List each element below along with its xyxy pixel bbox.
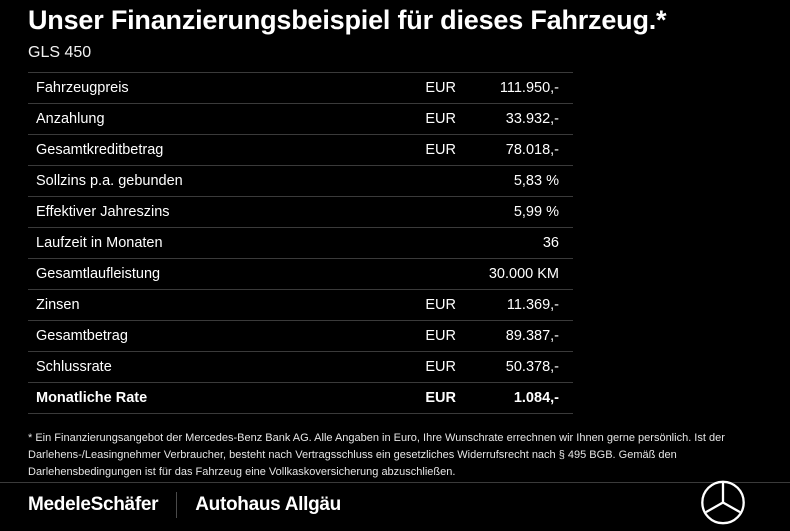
row-value: 30.000 KM bbox=[488, 265, 559, 282]
page-title: Unser Finanzierungsbeispiel für dieses Fahrzeug.* bbox=[28, 5, 667, 35]
row-currency bbox=[396, 196, 464, 227]
row-value: 89.387,- bbox=[505, 327, 559, 344]
table-row bbox=[28, 72, 573, 103]
table-row bbox=[28, 351, 573, 382]
row-currency bbox=[396, 165, 464, 196]
table-row bbox=[28, 227, 573, 258]
vehicle-model: GLS 450 bbox=[28, 43, 92, 61]
row-currency: EUR bbox=[425, 389, 456, 406]
row-label: Gesamtlaufleistung bbox=[36, 265, 161, 282]
row-currency: EUR bbox=[425, 327, 456, 344]
row-value: 11.369,- bbox=[506, 296, 559, 313]
dealer-brand-secondary: Autohaus Allgäu bbox=[195, 494, 341, 515]
finance-table-body bbox=[28, 72, 573, 413]
row-currency bbox=[396, 227, 464, 258]
row-label: Gesamtkreditbetrag bbox=[36, 141, 164, 158]
row-label: Fahrzeugpreis bbox=[36, 79, 129, 96]
row-value: 5,83 % bbox=[513, 172, 559, 189]
row-currency: EUR bbox=[425, 110, 456, 127]
table-row bbox=[28, 289, 573, 320]
row-value: 111.950,- bbox=[499, 79, 559, 96]
dealer-brand-primary: MedeleSchäfer bbox=[28, 494, 159, 515]
row-label: Anzahlung bbox=[36, 110, 105, 127]
footer-bar bbox=[0, 482, 790, 527]
table-row-monthly-rate bbox=[28, 382, 573, 413]
row-label: Schlussrate bbox=[36, 358, 112, 375]
table-row bbox=[28, 165, 573, 196]
row-value: 50.378,- bbox=[505, 358, 559, 375]
table-row bbox=[28, 258, 573, 289]
row-currency: EUR bbox=[425, 296, 456, 313]
table-row bbox=[28, 134, 573, 165]
finance-table bbox=[28, 72, 573, 414]
row-currency: EUR bbox=[425, 79, 456, 96]
table-row bbox=[28, 103, 573, 134]
row-value: 36 bbox=[542, 234, 559, 251]
table-row bbox=[28, 320, 573, 351]
mercedes-benz-star-icon bbox=[700, 480, 746, 531]
row-currency: EUR bbox=[425, 358, 456, 375]
footer-divider bbox=[176, 492, 177, 518]
row-label: Zinsen bbox=[36, 296, 80, 313]
row-value: 33.932,- bbox=[505, 110, 559, 127]
row-value: 1.084,- bbox=[513, 389, 559, 406]
row-currency: EUR bbox=[425, 141, 456, 158]
row-value: 5,99 % bbox=[513, 203, 559, 220]
row-label: Monatliche Rate bbox=[36, 389, 148, 406]
legal-footnote: * Ein Finanzierungsangebot der Mercedes-Benz Bank AG. Alle Angaben in Euro, Ihre Wunschrate errechnen wir Ihnen gerne persönlich. Ist der Darlehens-/Leasingnehmer Verbraucher, besteht nach Vertragsschluss ein gesetzliches Widerrufsrecht nach § 495 BGB. Gemäß den Darlehensbedingungen ist für das Fahrzeug eine Vollkaskoversicherung abzuschließen. bbox=[28, 431, 725, 478]
table-row bbox=[28, 196, 573, 227]
row-label: Sollzins p.a. gebunden bbox=[36, 172, 183, 189]
row-label: Gesamtbetrag bbox=[36, 327, 128, 344]
row-currency bbox=[396, 258, 464, 289]
row-label: Laufzeit in Monaten bbox=[36, 234, 163, 251]
row-label: Effektiver Jahreszins bbox=[36, 203, 170, 220]
row-value: 78.018,- bbox=[505, 141, 559, 158]
